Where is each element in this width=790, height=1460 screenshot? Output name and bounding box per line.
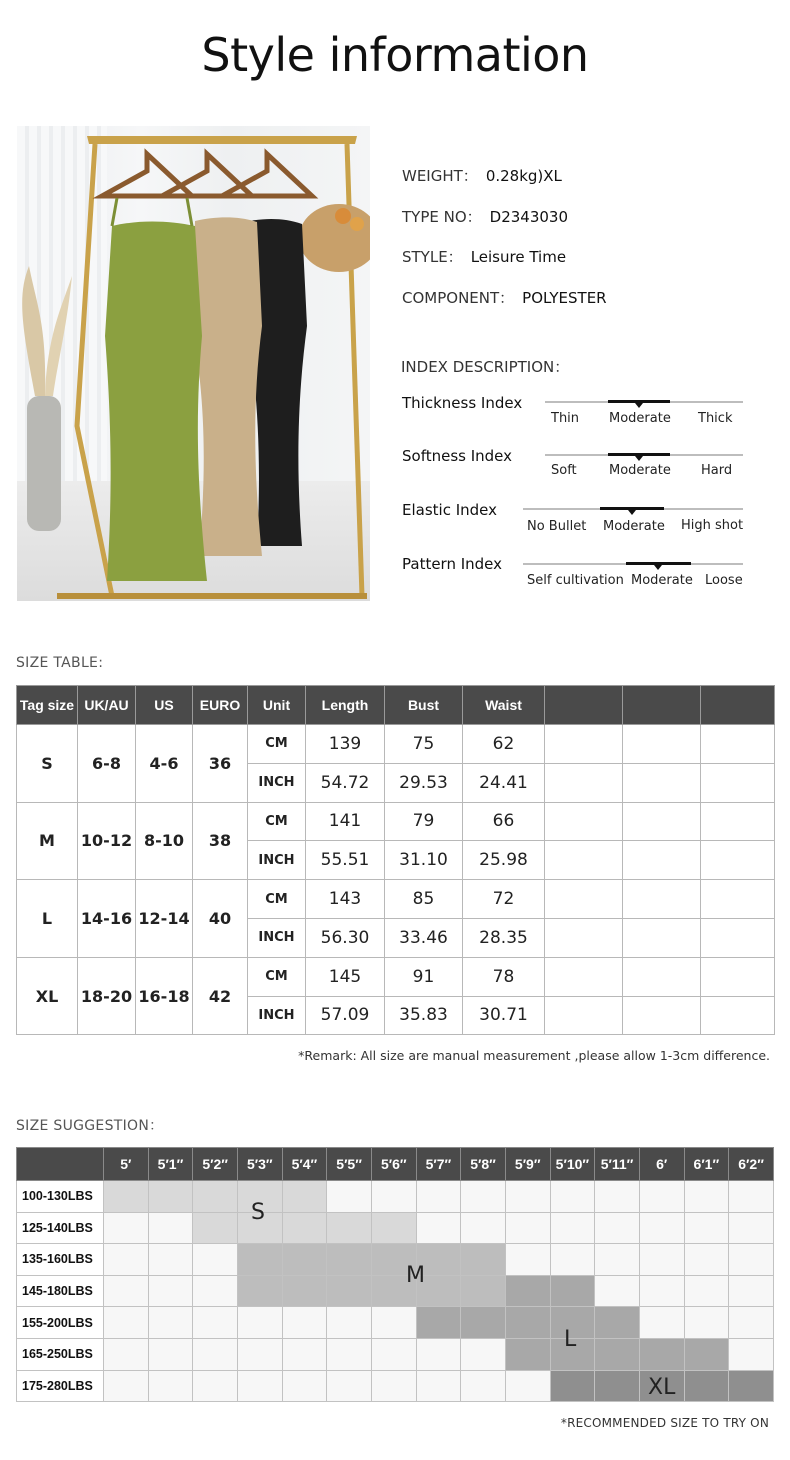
us-cell: 12-14 <box>136 880 193 958</box>
length-cell: 139 <box>306 725 385 764</box>
empty-cell <box>545 725 623 764</box>
thickness-option: Thin <box>551 411 580 426</box>
grid-cell <box>416 1181 461 1213</box>
product-photo <box>17 126 370 601</box>
grid-cell <box>595 1244 640 1276</box>
thickness-option: Moderate <box>609 411 671 426</box>
grid-cell <box>550 1181 595 1213</box>
height-header: 6′1″ <box>684 1148 729 1181</box>
tag-size-cell: XL <box>17 957 78 1035</box>
column-header: Unit <box>248 686 306 725</box>
uk-au-cell: 14-16 <box>78 880 136 958</box>
empty-cell <box>623 763 701 802</box>
weight-label: 165-250LBS <box>17 1338 104 1370</box>
pattern-scale <box>523 563 743 565</box>
grid-cell <box>371 1307 416 1339</box>
grid-cell <box>639 1338 684 1370</box>
grid-cell <box>237 1275 282 1307</box>
length-cell: 57.09 <box>306 996 385 1035</box>
us-cell: 8-10 <box>136 802 193 880</box>
grid-cell <box>282 1212 327 1244</box>
spec-label: WEIGHT： <box>402 167 478 185</box>
grid-cell <box>595 1307 640 1339</box>
grid-cell <box>505 1370 550 1402</box>
grid-cell <box>639 1275 684 1307</box>
column-header: Length <box>306 686 385 725</box>
empty-cell <box>701 802 775 841</box>
grid-cell <box>461 1275 506 1307</box>
grid-cell <box>729 1212 774 1244</box>
grid-cell <box>461 1307 506 1339</box>
height-header: 5′11″ <box>595 1148 640 1181</box>
column-header: EURO <box>193 686 248 725</box>
corner-header <box>17 1148 104 1181</box>
waist-cell: 66 <box>463 802 545 841</box>
grid-cell <box>550 1212 595 1244</box>
grid-cell <box>371 1212 416 1244</box>
column-header-empty <box>545 686 623 725</box>
column-header: UK/AU <box>78 686 136 725</box>
weight-label: 175-280LBS <box>17 1370 104 1402</box>
grid-cell <box>639 1307 684 1339</box>
thickness-scale <box>545 401 743 403</box>
grid-cell <box>327 1275 372 1307</box>
thickness-marker-icon <box>635 403 643 408</box>
tag-size-cell: S <box>17 725 78 803</box>
euro-cell: 40 <box>193 880 248 958</box>
table-row <box>17 802 775 841</box>
softness-option: Hard <box>701 463 733 478</box>
grid-cell <box>237 1338 282 1370</box>
weight-label: 135-160LBS <box>17 1244 104 1276</box>
dress-rack-illustration <box>17 126 370 601</box>
size-zone-label: L <box>564 1327 577 1352</box>
height-header: 5′8″ <box>461 1148 506 1181</box>
empty-cell <box>701 725 775 764</box>
empty-cell <box>701 880 775 919</box>
empty-cell <box>623 725 701 764</box>
size-table <box>16 685 775 1035</box>
elastic-option: High shot <box>681 518 744 533</box>
spec-style <box>402 246 566 267</box>
unit-cell: INCH <box>248 996 306 1035</box>
waist-cell: 24.41 <box>463 763 545 802</box>
empty-cell <box>545 918 623 957</box>
waist-cell: 78 <box>463 957 545 996</box>
measurement-remark: *Remark: All size are manual measurement ,please allow 1-3cm difference. <box>298 1048 770 1063</box>
length-cell: 143 <box>306 880 385 919</box>
unit-cell: CM <box>248 957 306 996</box>
length-cell: 56.30 <box>306 918 385 957</box>
grid-cell <box>282 1244 327 1276</box>
grid-cell <box>104 1244 149 1276</box>
pattern-marker-icon <box>654 565 662 570</box>
weight-row <box>17 1275 774 1307</box>
grid-cell <box>505 1244 550 1276</box>
euro-cell: 42 <box>193 957 248 1035</box>
table-row <box>17 880 775 919</box>
unit-cell: INCH <box>248 841 306 880</box>
softness-option: Moderate <box>609 463 671 478</box>
empty-cell <box>623 996 701 1035</box>
grid-cell <box>237 1370 282 1402</box>
grid-cell <box>416 1370 461 1402</box>
grid-cell <box>595 1338 640 1370</box>
grid-cell <box>684 1370 729 1402</box>
grid-cell <box>595 1212 640 1244</box>
elastic-option: No Bullet <box>527 519 587 534</box>
bust-cell: 91 <box>385 957 463 996</box>
grid-cell <box>371 1181 416 1213</box>
grid-cell <box>104 1338 149 1370</box>
grid-cell <box>327 1307 372 1339</box>
spec-value: D2343030 <box>489 208 569 226</box>
height-header-row <box>17 1148 774 1181</box>
weight-label: 125-140LBS <box>17 1212 104 1244</box>
height-header: 5′1″ <box>148 1148 193 1181</box>
euro-cell: 38 <box>193 802 248 880</box>
uk-au-cell: 18-20 <box>78 957 136 1035</box>
grid-cell <box>639 1181 684 1213</box>
grid-cell <box>639 1212 684 1244</box>
tag-size-cell: L <box>17 880 78 958</box>
pattern-option: Moderate <box>631 573 693 588</box>
empty-cell <box>701 957 775 996</box>
grid-cell <box>327 1212 372 1244</box>
weight-label: 155-200LBS <box>17 1307 104 1339</box>
grid-cell <box>237 1307 282 1339</box>
waist-cell: 25.98 <box>463 841 545 880</box>
grid-cell <box>729 1244 774 1276</box>
grid-cell <box>461 1370 506 1402</box>
grid-cell <box>461 1338 506 1370</box>
size-zone-label: M <box>406 1263 425 1288</box>
height-header: 6′ <box>639 1148 684 1181</box>
thickness-index-label: Thickness Index <box>402 394 523 412</box>
grid-cell <box>684 1338 729 1370</box>
grid-cell <box>104 1181 149 1213</box>
grid-cell <box>684 1212 729 1244</box>
grid-cell <box>505 1307 550 1339</box>
thickness-option: Thick <box>698 411 733 426</box>
bust-cell: 85 <box>385 880 463 919</box>
column-header: Bust <box>385 686 463 725</box>
height-header: 5′9″ <box>505 1148 550 1181</box>
grid-cell <box>684 1244 729 1276</box>
grid-cell <box>416 1338 461 1370</box>
table-row <box>17 725 775 764</box>
grid-cell <box>461 1212 506 1244</box>
softness-scale <box>545 454 743 456</box>
grid-cell <box>729 1370 774 1402</box>
weight-row <box>17 1212 774 1244</box>
softness-marker-icon <box>635 456 643 461</box>
empty-cell <box>623 918 701 957</box>
grid-cell <box>193 1307 238 1339</box>
grid-cell <box>193 1370 238 1402</box>
grid-cell <box>237 1244 282 1276</box>
grid-cell <box>327 1181 372 1213</box>
unit-cell: CM <box>248 880 306 919</box>
height-header: 5′6″ <box>371 1148 416 1181</box>
grid-cell <box>327 1338 372 1370</box>
unit-cell: INCH <box>248 763 306 802</box>
bust-cell: 75 <box>385 725 463 764</box>
grid-cell <box>193 1338 238 1370</box>
weight-row <box>17 1338 774 1370</box>
size-table-heading: SIZE TABLE: <box>16 655 104 671</box>
grid-cell <box>729 1181 774 1213</box>
weight-row <box>17 1244 774 1276</box>
grid-cell <box>104 1370 149 1402</box>
empty-cell <box>545 763 623 802</box>
height-header: 5′10″ <box>550 1148 595 1181</box>
unit-cell: CM <box>248 802 306 841</box>
height-header: 5′3″ <box>237 1148 282 1181</box>
waist-cell: 30.71 <box>463 996 545 1035</box>
grid-cell <box>639 1244 684 1276</box>
spec-weight <box>402 165 562 186</box>
height-header: 5′7″ <box>416 1148 461 1181</box>
grid-cell <box>282 1338 327 1370</box>
grid-cell <box>148 1275 193 1307</box>
euro-cell: 36 <box>193 725 248 803</box>
length-cell: 145 <box>306 957 385 996</box>
grid-cell <box>148 1181 193 1213</box>
empty-cell <box>545 957 623 996</box>
page-title: Style information <box>201 28 589 82</box>
bust-cell: 79 <box>385 802 463 841</box>
grid-cell <box>282 1181 327 1213</box>
empty-cell <box>701 763 775 802</box>
grid-cell <box>148 1307 193 1339</box>
length-cell: 141 <box>306 802 385 841</box>
grid-cell <box>416 1307 461 1339</box>
height-header: 5′ <box>104 1148 149 1181</box>
pattern-option: Loose <box>705 573 743 588</box>
waist-cell: 28.35 <box>463 918 545 957</box>
grid-cell <box>104 1275 149 1307</box>
grid-cell <box>104 1212 149 1244</box>
grid-cell <box>282 1370 327 1402</box>
spec-label: COMPONENT： <box>402 289 515 307</box>
size-table-header-row <box>17 686 775 725</box>
empty-cell <box>701 918 775 957</box>
column-header-empty <box>623 686 701 725</box>
grid-cell <box>595 1275 640 1307</box>
waist-cell: 72 <box>463 880 545 919</box>
pattern-option: Self cultivation <box>527 573 624 588</box>
grid-cell <box>729 1275 774 1307</box>
empty-cell <box>545 841 623 880</box>
grid-cell <box>148 1244 193 1276</box>
column-header: Waist <box>463 686 545 725</box>
height-header: 5′5″ <box>327 1148 372 1181</box>
bust-cell: 35.83 <box>385 996 463 1035</box>
unit-cell: CM <box>248 725 306 764</box>
grid-cell <box>505 1338 550 1370</box>
spec-value: POLYESTER <box>522 289 607 307</box>
empty-cell <box>545 880 623 919</box>
grid-cell <box>550 1370 595 1402</box>
empty-cell <box>623 802 701 841</box>
waist-cell: 62 <box>463 725 545 764</box>
grid-cell <box>148 1212 193 1244</box>
empty-cell <box>545 996 623 1035</box>
pattern-index-label: Pattern Index <box>402 555 503 573</box>
grid-cell <box>505 1275 550 1307</box>
spec-type-no <box>402 206 568 227</box>
grid-cell <box>729 1307 774 1339</box>
empty-cell <box>545 802 623 841</box>
grid-cell <box>148 1370 193 1402</box>
bust-cell: 29.53 <box>385 763 463 802</box>
bust-cell: 33.46 <box>385 918 463 957</box>
column-header: US <box>136 686 193 725</box>
grid-cell <box>416 1212 461 1244</box>
empty-cell <box>623 957 701 996</box>
height-header: 5′4″ <box>282 1148 327 1181</box>
table-row <box>17 957 775 996</box>
grid-cell <box>148 1338 193 1370</box>
spec-label: STYLE： <box>402 248 463 266</box>
height-header: 5′2″ <box>193 1148 238 1181</box>
softness-index-label: Softness Index <box>402 447 513 465</box>
size-suggestion-heading: SIZE SUGGESTION： <box>16 1118 164 1134</box>
grid-cell <box>595 1181 640 1213</box>
grid-cell <box>550 1244 595 1276</box>
empty-cell <box>623 880 701 919</box>
spec-label: TYPE NO： <box>402 208 482 226</box>
grid-cell <box>193 1212 238 1244</box>
grid-cell <box>371 1338 416 1370</box>
elastic-scale <box>523 508 743 510</box>
grid-cell <box>327 1370 372 1402</box>
unit-cell: INCH <box>248 918 306 957</box>
tag-size-cell: M <box>17 802 78 880</box>
grid-cell <box>684 1181 729 1213</box>
grid-cell <box>461 1181 506 1213</box>
elastic-option: Moderate <box>603 519 665 534</box>
grid-cell <box>595 1370 640 1402</box>
length-cell: 54.72 <box>306 763 385 802</box>
weight-label: 145-180LBS <box>17 1275 104 1307</box>
grid-cell <box>684 1275 729 1307</box>
weight-row <box>17 1181 774 1213</box>
grid-cell <box>327 1244 372 1276</box>
empty-cell <box>701 841 775 880</box>
spec-value: Leisure Time <box>470 248 567 266</box>
weight-label: 100-130LBS <box>17 1181 104 1213</box>
empty-cell <box>701 996 775 1035</box>
grid-cell <box>550 1275 595 1307</box>
elastic-index-label: Elastic Index <box>402 501 498 519</box>
uk-au-cell: 10-12 <box>78 802 136 880</box>
softness-option: Soft <box>551 463 577 478</box>
grid-cell <box>193 1181 238 1213</box>
elastic-marker-icon <box>628 510 636 515</box>
grid-cell <box>282 1275 327 1307</box>
size-zone-label: S <box>251 1200 265 1225</box>
size-zone-label: XL <box>648 1375 676 1400</box>
grid-cell <box>505 1212 550 1244</box>
empty-cell <box>623 841 701 880</box>
length-cell: 55.51 <box>306 841 385 880</box>
column-header: Tag size <box>17 686 78 725</box>
grid-cell <box>371 1370 416 1402</box>
us-cell: 16-18 <box>136 957 193 1035</box>
grid-cell <box>505 1181 550 1213</box>
size-suggestion-grid <box>16 1147 774 1402</box>
grid-cell <box>193 1275 238 1307</box>
spec-value: 0.28kg)XL <box>485 167 562 185</box>
index-description-heading: INDEX DESCRIPTION： <box>401 358 570 376</box>
weight-row <box>17 1307 774 1339</box>
grid-cell <box>461 1244 506 1276</box>
bust-cell: 31.10 <box>385 841 463 880</box>
grid-cell <box>729 1338 774 1370</box>
recommended-size-note: *RECOMMENDED SIZE TO TRY ON <box>560 1416 769 1430</box>
uk-au-cell: 6-8 <box>78 725 136 803</box>
column-header-empty <box>701 686 775 725</box>
height-header: 6′2″ <box>729 1148 774 1181</box>
grid-cell <box>104 1307 149 1339</box>
grid-cell <box>282 1307 327 1339</box>
us-cell: 4-6 <box>136 725 193 803</box>
grid-cell <box>684 1307 729 1339</box>
spec-component <box>402 287 607 308</box>
grid-cell <box>193 1244 238 1276</box>
